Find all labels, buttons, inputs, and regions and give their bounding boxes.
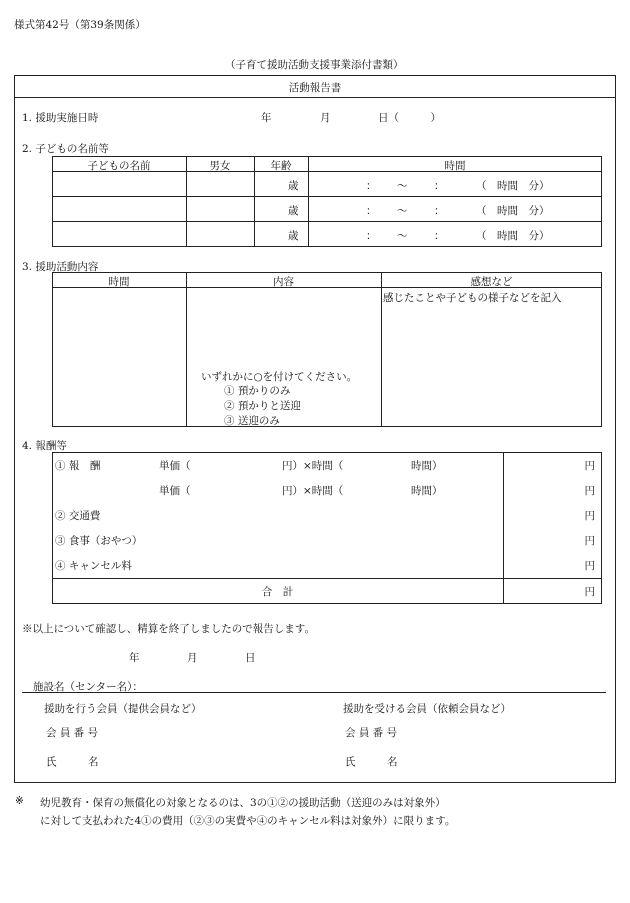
form-subtitle: （子育て援助活動支援事業添付書類）	[225, 59, 404, 71]
children-row-line	[52, 221, 602, 222]
s1-month[interactable]: 月	[320, 112, 331, 124]
unit-price-mid: 円）×時間（	[282, 485, 344, 497]
meal-label: ③ 食事（おやつ）	[55, 535, 143, 547]
meal-yen[interactable]: 円	[584, 535, 595, 547]
title-divider	[14, 97, 616, 98]
hours-end: 時間）	[411, 460, 443, 472]
col-child-name: 子どもの名前	[87, 160, 151, 172]
fee-col-line	[503, 452, 504, 604]
time-colon: ：	[366, 205, 377, 217]
s4-label: 4. 報酬等	[22, 440, 67, 452]
report-month[interactable]: 月	[187, 652, 198, 664]
receiver-name[interactable]: 氏 名	[345, 756, 398, 768]
report-day[interactable]: 日	[245, 652, 256, 664]
time-colon: ：	[366, 180, 377, 192]
time-colon: ：	[434, 180, 445, 192]
provider-number[interactable]: 会 員 番 号	[46, 727, 99, 739]
unit-price-label: 単価（	[159, 460, 191, 472]
receiver-title: 援助を受ける会員（依頼会員など）	[343, 703, 511, 715]
col-activity-content: 内容	[273, 276, 294, 288]
provider-title: 援助を行う会員（提供会員など）	[44, 703, 202, 715]
activity-col-line	[186, 272, 187, 427]
option-2[interactable]: ② 預かりと送迎	[224, 400, 301, 412]
form-id: 様式第42号（第39条関係）	[14, 19, 146, 31]
time-colon: ：	[434, 205, 445, 217]
fee-yen[interactable]: 円	[584, 460, 595, 472]
time-colon: ：	[366, 230, 377, 242]
fee-total-line	[52, 578, 602, 579]
time-wave: 〜	[397, 180, 408, 192]
col-impressions: 感想など	[470, 276, 513, 288]
duration: （ 時間 分）	[476, 230, 550, 242]
col-activity-time: 時間	[108, 276, 130, 288]
s1-day[interactable]: 日（ ）	[378, 112, 441, 124]
choose-instruction: いずれかに○を付けてください。	[201, 371, 358, 383]
total-yen[interactable]: 円	[584, 586, 595, 598]
hours-end: 時間）	[411, 485, 443, 497]
s2-label: 2. 子どもの名前等	[22, 143, 109, 155]
report-year[interactable]: 年	[129, 652, 140, 664]
form-title: 活動報告書	[288, 82, 342, 94]
fee-label: ① 報 酬	[55, 460, 101, 472]
note-mark: ※	[15, 795, 24, 807]
col-time: 時間	[444, 160, 466, 172]
provider-name[interactable]: 氏 名	[46, 756, 99, 768]
s1-year[interactable]: 年	[261, 112, 272, 124]
age-unit: 歳	[288, 180, 299, 192]
unit-price-mid: 円）×時間（	[282, 460, 344, 472]
time-wave: 〜	[397, 205, 408, 217]
time-colon: ：	[434, 230, 445, 242]
note-line-2: に対して支払われた4①の費用（②③の実費や④のキャンセル料は対象外）に限ります。	[40, 815, 456, 827]
note-line-1: 幼児教育・保育の無償化の対象となるのは、3の①②の援助活動（送迎のみは対象外）	[40, 797, 446, 809]
col-age: 年齢	[270, 160, 292, 172]
cancel-label: ④ キャンセル料	[55, 560, 132, 572]
s1-label: 1. 援助実施日時	[22, 112, 99, 124]
transport-yen[interactable]: 円	[584, 510, 595, 522]
s3-label: 3. 援助活動内容	[22, 261, 99, 273]
age-unit: 歳	[288, 230, 299, 242]
confirmation-text: ※以上について確認し、精算を終了しましたので報告します。	[22, 623, 315, 635]
activity-col-line	[381, 272, 382, 427]
cancel-yen[interactable]: 円	[584, 560, 595, 572]
age-unit: 歳	[288, 205, 299, 217]
time-wave: 〜	[397, 230, 408, 242]
option-1[interactable]: ① 預かりのみ	[224, 385, 291, 397]
fee-yen[interactable]: 円	[584, 485, 595, 497]
total-label: 合 計	[261, 586, 294, 598]
unit-price-label: 単価（	[159, 485, 191, 497]
option-3[interactable]: ③ 送迎のみ	[224, 415, 280, 427]
duration: （ 時間 分）	[476, 180, 550, 192]
facility-underline	[22, 692, 606, 693]
receiver-number[interactable]: 会 員 番 号	[345, 727, 398, 739]
transport-label: ② 交通費	[55, 510, 101, 522]
children-row-line	[52, 196, 602, 197]
duration: （ 時間 分）	[476, 205, 550, 217]
impressions-hint: 感じたことや子どもの様子などを記入	[383, 292, 562, 304]
facility-name-label: 施設名（センター名）：	[33, 681, 143, 693]
fee-table	[52, 452, 602, 604]
col-gender: 男女	[209, 160, 231, 172]
